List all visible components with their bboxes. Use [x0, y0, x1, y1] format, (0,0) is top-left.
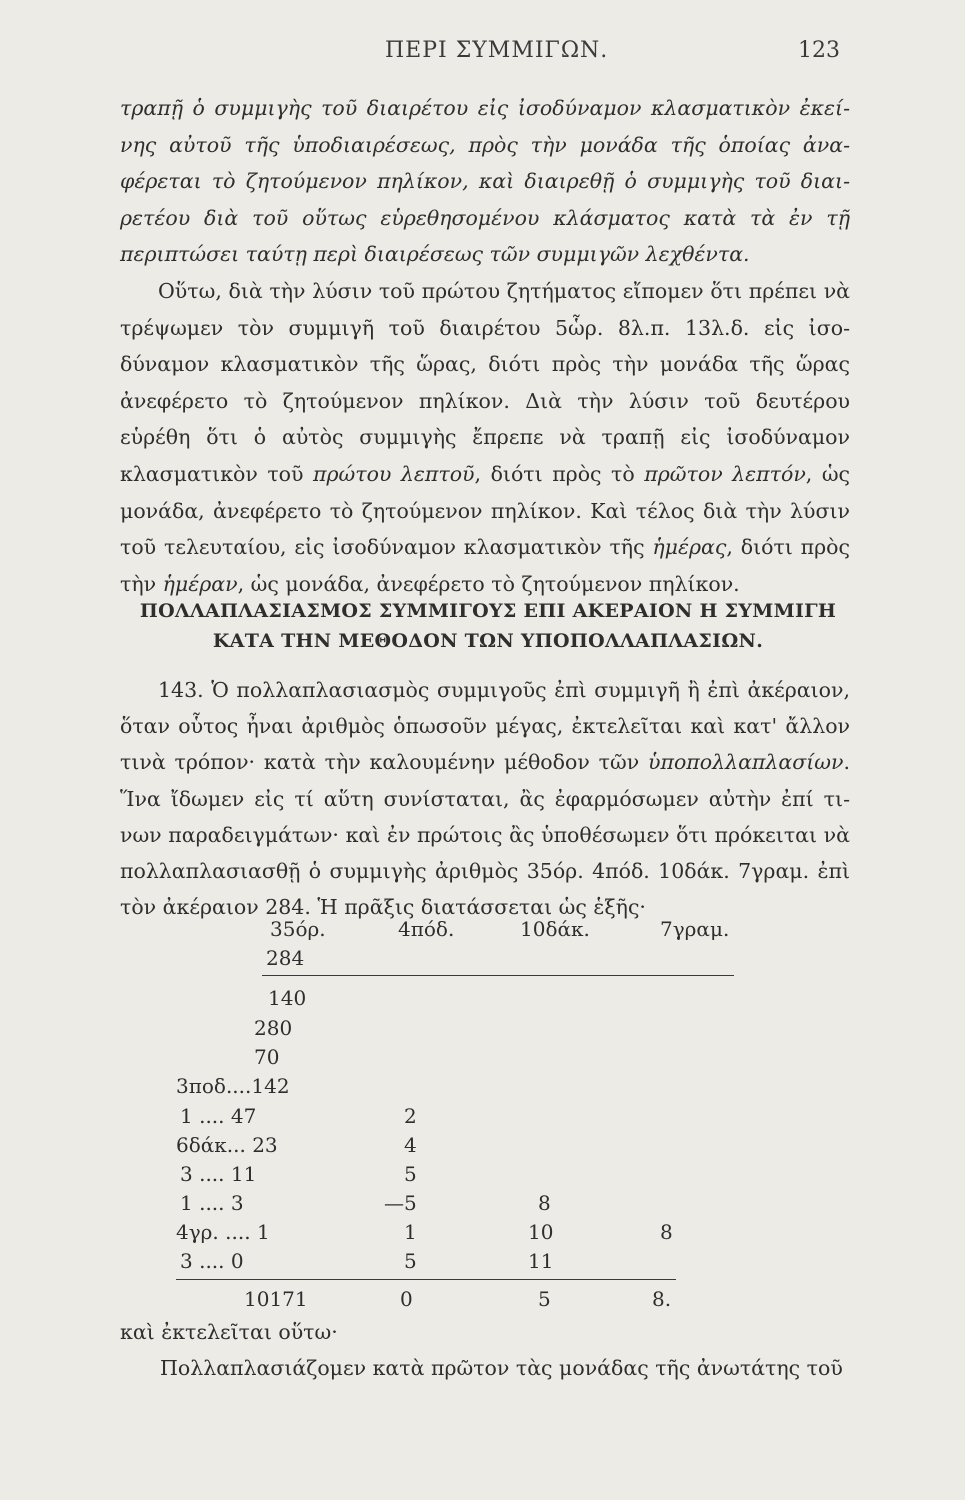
- partial-product: 140: [268, 986, 307, 1010]
- result-value: 10171: [244, 1287, 308, 1311]
- text-run: τραπῇ ὁ συμμιγὴς τοῦ διαιρέτου εἰς ἰσοδύναμον κλασματικὸν ἐκείνης αὐτοῦ τῆς ὑποδιαιρέσεως, πρὸς τὴν μονάδα τῆς ὁποίας ἀναφέρεται τὸ ζητούμενον: [120, 96, 850, 194]
- text-run: ἡμέρας: [652, 535, 727, 560]
- row-label: 3ποδ....142: [176, 1074, 290, 1098]
- row-value: 10: [528, 1220, 554, 1244]
- top-row-value: 35όρ.: [270, 917, 326, 941]
- text-run: πρῶτον λεπτόν: [644, 461, 806, 486]
- closing-line: Πολλαπλασιάζομεν κατὰ πρῶτον τὰς μονάδας τῆς ἀνωτάτης τοῦ: [160, 1356, 843, 1380]
- row-value: 5: [404, 1162, 417, 1186]
- row-value: —5: [384, 1191, 417, 1215]
- row-label: 6δάκ... 23: [176, 1133, 278, 1157]
- row-value: 2: [404, 1104, 417, 1128]
- row-label: 4γρ. .... 1: [176, 1220, 270, 1244]
- row-label: 1 .... 3: [180, 1191, 244, 1215]
- top-row-value: 7γραμ.: [660, 917, 730, 941]
- text-run: πηλίκον: [377, 169, 463, 194]
- row-label: 1 .... 47: [180, 1104, 257, 1128]
- partial-product: 280: [254, 1016, 293, 1040]
- text-run: . Ἵνα ἴδωμεν εἰς τί αὕτη συνίσταται, ἂς ἐφαρμόσωμεν αὐτὴν ἐπί τινων παραδειγμάτων· καὶ ἐν πρώτοις ἂς ὑποθέσωμεν ὅτι πρόκειται νὰ πολλαπλασιασθῇ ὁ συμμιγὴς ἀριθμὸς 35όρ. 4πόδ. 10δάκ. 7γραμ. ἐπὶ τὸν ἀκέραιον 284. Ἡ πρᾶξις διατάσσεται ὡς ἑξῆς·: [120, 750, 850, 920]
- text-run: , ὡς μονάδα, ἀνεφέρετο τὸ ζητούμενον πηλίκον.: [237, 571, 740, 596]
- row-value: 11: [528, 1249, 554, 1273]
- heading-line: ΠΟΛΛΑΠΛΑΣΙΑΣΜΟΣ ΣΥΜΜΙΓΟΥΣ ΕΠΙ ΑΚΕΡΑΙΟΝ Η ΣΥΜΜΙΓΗ: [139, 600, 837, 622]
- text-run: , ὡς μονάδα, ἀνεφέρετο τὸ ζητούμενον πηλίκον. Καὶ τέλος διὰ τὴν λύσιν τοῦ τελευταίου, εἰς ἰσοδύναμον κλασματικὸν τῆς: [120, 461, 851, 560]
- top-row-value: 10δάκ.: [520, 917, 590, 941]
- multiplier: 284: [266, 946, 305, 970]
- text-run: 143. Ὁ πολλαπλασιασμὸς συμμιγοῦς ἐπὶ συμμιγῆ ἢ ἐπὶ ἀκέραιον, ὅταν οὗτος ἦναι ἀριθμὸς ὁπωσοῦν μέγας, ἐκτελεῖται καὶ κατ' ἄλλον τινὰ τρόπον· κατὰ τὴν καλουμένην μέθοδον τῶν: [120, 678, 850, 775]
- row-value: 8: [538, 1191, 551, 1215]
- page-number: 123: [798, 38, 840, 63]
- text-run: ὑποπολλαπλασίων: [648, 750, 844, 775]
- row-label: 3 .... 0: [180, 1249, 244, 1273]
- top-row-value: 4πόδ.: [398, 917, 455, 941]
- heading-line: ΚΑΤΑ ΤΗΝ ΜΕΘΟΔΟΝ ΤΩΝ ΥΠΟΠΟΛΛΑΠΛΑΣΙΩΝ.: [212, 630, 764, 652]
- text-run: ἡμέραν: [162, 571, 238, 596]
- partial-product: 70: [254, 1045, 280, 1069]
- text-run: , διότι πρὸς τὸ: [474, 461, 645, 486]
- row-value: 4: [404, 1133, 417, 1157]
- closing-line: καὶ ἐκτελεῖται οὕτω·: [120, 1320, 338, 1344]
- row-label: 3 .... 11: [180, 1162, 257, 1186]
- text-run: , καὶ διαιρεθῇ ὁ συμμιγὴς τοῦ διαιρετέου διὰ τοῦ οὕτως εὑρεθησομένου κλάσματος κατὰ τὰ ἐν τῇ περιπτώσει ταύτῃ περὶ διαιρέσεως τῶν συμμιγῶν λεχθέντα.: [120, 169, 850, 267]
- result-value: 8.: [652, 1287, 672, 1311]
- text-run: , διότι πρὸς τὴν: [120, 535, 851, 596]
- rule-line: [176, 1279, 676, 1280]
- row-value: 1: [404, 1220, 417, 1244]
- result-value: 5: [538, 1287, 551, 1311]
- row-value: 8: [660, 1220, 673, 1244]
- row-value: 5: [404, 1249, 417, 1273]
- text-run: Οὕτω, διὰ τὴν λύσιν τοῦ πρώτου ζητήματος εἴπομεν ὅτι πρέπει νὰ τρέψωμεν τὸν συμμιγῆ τοῦ διαιρέτου 5ὧρ. 8λ.π. 13λ.δ. εἰς ἰσοδύναμον κλασματικὸν τῆς ὥρας, διότι πρὸς τὴν μονάδα τῆς ὥρας ἀνεφέρετο τὸ ζητούμενον πηλίκον. Διὰ τὴν λύσιν τοῦ δευτέρου εὑρέθη ὅτι ὁ αὐτὸς συμμιγὴς ἔπρεπε νὰ τραπῇ εἰς ἰσοδύναμον κλασματικὸν τοῦ: [120, 278, 850, 486]
- rule-line: [262, 975, 734, 976]
- result-value: 0: [400, 1287, 413, 1311]
- running-title: ΠΕΡΙ ΣΥΜΜΙΓΩΝ.: [385, 38, 609, 63]
- text-run: πρώτου λεπτοῦ: [313, 461, 475, 486]
